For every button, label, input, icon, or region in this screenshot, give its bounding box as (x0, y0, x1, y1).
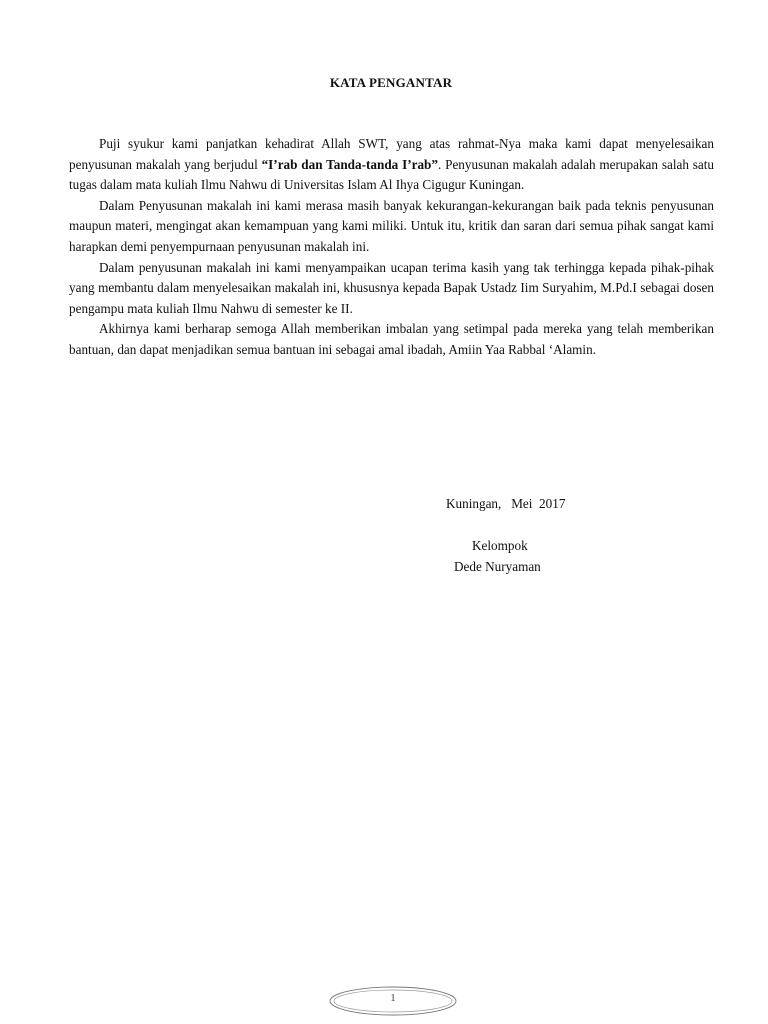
signature-place-date: Kuningan, Mei 2017 (446, 496, 566, 511)
paper-title-bold: “I’rab dan Tanda-tanda I’rab” (261, 156, 438, 172)
paragraph-1-text-before: Puji syukur kami panjatkan kehadirat Allah SWT, yang atas rahmat-Nya maka kami dapat menyelesaikan penyusunan makalah yang berjudul (69, 136, 714, 172)
paragraph-4: Akhirnya kami berharap semoga Allah memberikan imbalan yang setimpal pada mereka yang telah memberikan bantuan, dan dapat menjadikan semua bantuan ini sebagai amal ibadah, Amiin Yaa Rabbal ‘Alamin. (69, 321, 714, 357)
page-number: 1 (390, 993, 396, 1004)
paragraph-1-text-after: . Penyusunan makalah adalah merupakan salah satu tugas dalam mata kuliah Ilmu Nahwu di Universitas Islam Al Ihya Cigugur Kuningan. (69, 156, 715, 193)
page-title: KATA PENGANTAR (329, 75, 453, 90)
document-body (69, 134, 714, 361)
signature-name: Dede Nuryaman (454, 559, 541, 574)
signature-group: Kelompok (472, 538, 528, 553)
paragraph-1 (69, 134, 714, 196)
paragraph-3: Dalam penyusunan makalah ini kami menyampaikan ucapan terima kasih yang tak terhingga kepada pihak-pihak yang membantu dalam menyelesaikan makalah ini, khususnya kepada Bapak Ustadz Iim Suryahim, M.Pd.I sebagai dosen pengampu mata kuliah Ilmu Nahwu di semester ke II. (69, 259, 714, 316)
paragraph-2: Dalam Penyusunan makalah ini kami merasa masih banyak kekurangan-kekurangan baik pada teknis penyusunan maupun materi, mengingat akan kemampuan yang kami miliki. Untuk itu, kritik dan saran dari semua pihak sangat kami harapkan demi penyempurnaan penyusunan makalah ini. (69, 197, 714, 254)
